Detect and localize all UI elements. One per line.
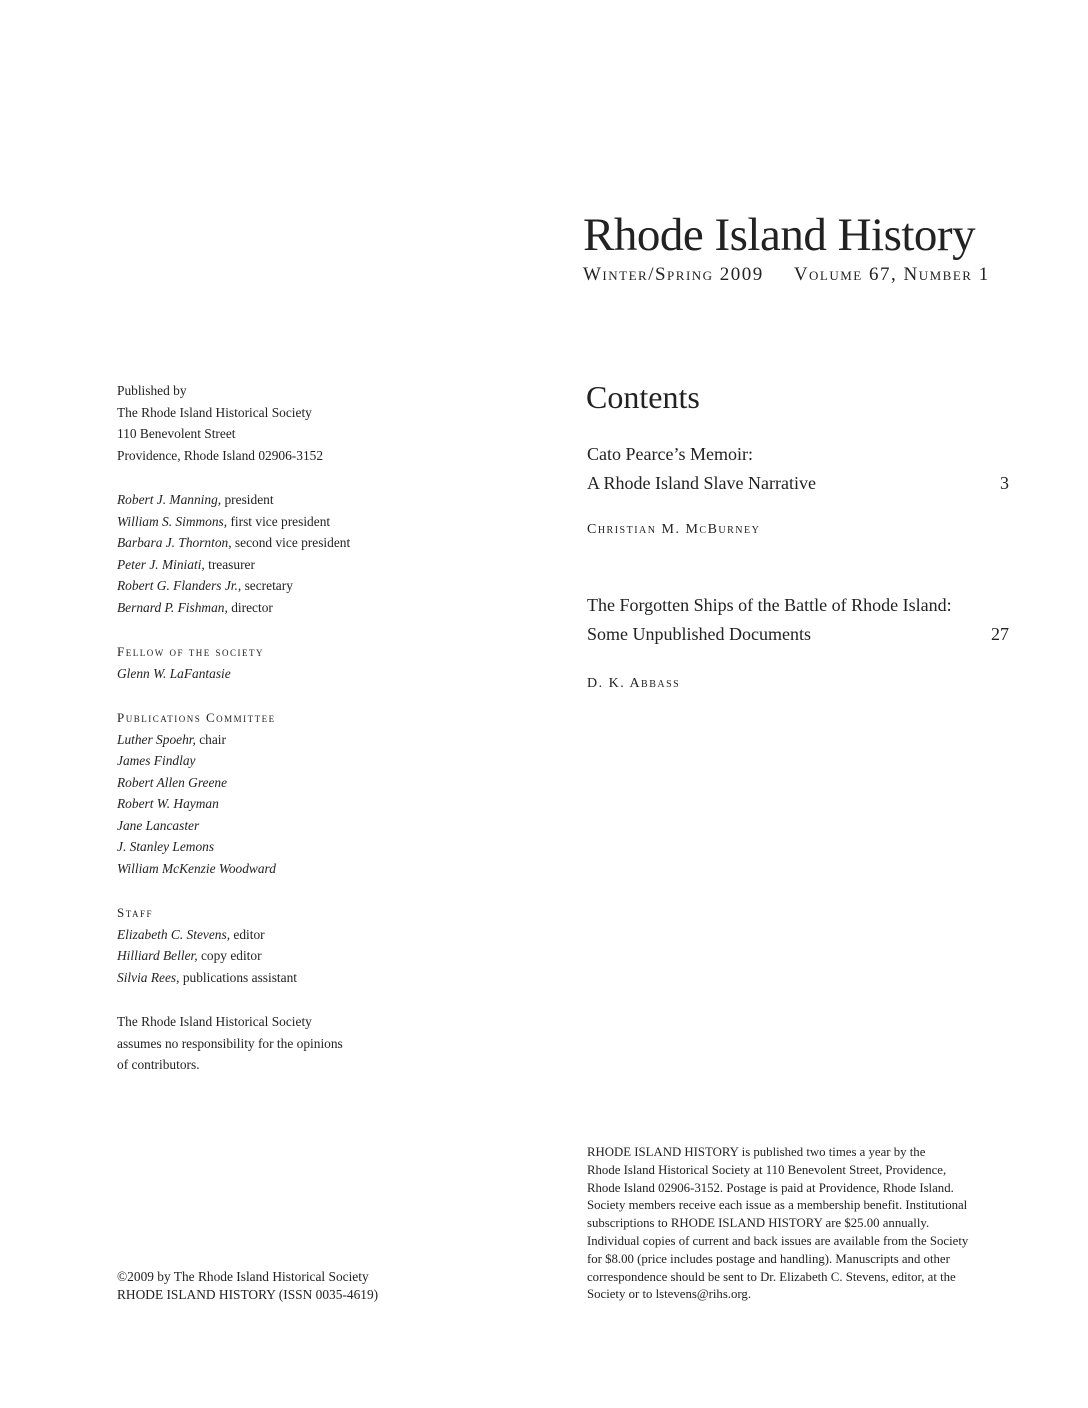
issue-date: Winter/Spring 2009 [583,264,764,285]
committee-member: James Findlay [117,753,196,768]
officer-entry [117,554,407,576]
officer-entry [117,575,407,597]
issue-line [583,264,990,286]
pub-info-line: RHODE ISLAND HISTORY is published two times a year by the [587,1145,926,1159]
staff-member [117,924,407,946]
committee-member: William McKenzie Woodward [117,860,276,876]
officer-entry [117,511,407,533]
staff-heading: Staff [117,905,154,920]
volume-number: Volume 67, Number 1 [793,264,990,285]
officers-block [117,489,407,618]
committee-member: J. Stanley Lemons [117,839,215,854]
officer-role: first vice president [227,513,331,529]
member-name: Luther Spoehr, [117,731,196,747]
publisher-line: Published by [117,383,187,398]
staff-role: editor [230,926,265,942]
staff-name: Elizabeth C. Stevens, [117,926,231,942]
officer-entry [117,489,407,511]
officer-name: Bernard P. Fishman, [117,599,228,615]
fellow-block [117,641,407,684]
disclaimer-line: assumes no responsibility for the opinions [117,1035,343,1051]
officer-role: secretary [241,578,293,593]
disclaimer-line: of contributors. [117,1057,200,1072]
masthead [583,208,990,286]
pub-info-line: Individual copies of current and back issues are available from the Society [587,1233,969,1248]
issn-line: RHODE ISLAND HISTORY (ISSN 0035-4619) [117,1286,379,1302]
publisher-block [117,380,407,466]
staff-block [117,902,407,988]
toc-title: The Forgotten Ships of the Battle of Rhode Island: [587,595,952,615]
pub-info-line: Society members receive each issue as a membership benefit. Institutional [587,1198,968,1213]
contents-heading: Contents [586,379,700,415]
toc-entry[interactable] [587,591,1009,692]
committee-heading: Publications Committee [117,710,276,725]
toc-title: Some Unpublished Documents [587,624,811,644]
disclaimer-block [117,1011,407,1076]
toc-title: A Rhode Island Slave Narrative [587,473,816,493]
copyright-line: ©2009 by The Rhode Island Historical Society [117,1269,369,1284]
toc-author: Christian M. McBurney [587,522,761,537]
officer-role: president [221,492,274,507]
committee-block [117,707,407,879]
pub-info-line: Rhode Island Historical Society at 110 Benevolent Street, Providence, [587,1162,947,1177]
staff-role: publications assistant [179,969,297,985]
pub-info-line: for $8.00 (price includes postage and handling). Manuscripts and other [587,1251,950,1266]
pub-info-line: Rhode Island 02906-3152. Postage is paid at Providence, Rhode Island. [587,1180,954,1195]
officer-role: treasurer [204,556,255,572]
publication-info [587,1144,1011,1304]
staff-role: copy editor [197,948,262,963]
officer-entry [117,532,407,554]
pub-info-line: correspondence should be sent to Dr. Elizabeth C. Stevens, editor, at the [587,1269,956,1284]
officer-name: Barbara J. Thornton, [117,535,232,550]
pub-info-line: subscriptions to RHODE ISLAND HISTORY are $25.00 annually. [587,1216,930,1231]
copyright-notice [117,1268,378,1303]
member-role: chair [195,731,226,747]
officer-entry [117,597,407,619]
committee-member: Robert Allen Greene [117,774,228,790]
toc-page-number: 27 [991,624,1009,644]
pub-info-line: Society or to lstevens@rihs.org. [587,1287,752,1302]
committee-member [117,729,407,751]
committee-member: Robert W. Hayman [117,796,219,811]
officer-name: Peter J. Miniati, [117,556,205,572]
staff-name: Hilliard Beller, [117,948,198,963]
toc-author: D. K. Abbass [587,676,681,691]
officer-name: Robert G. Flanders Jr., [117,578,242,593]
staff-member [117,967,407,989]
fellow-heading: Fellow of the society [117,644,264,659]
officer-name: William S. Simmons, [117,513,228,529]
publisher-line: Providence, Rhode Island 02906-3152 [117,447,324,463]
toc-title: Cato Pearce’s Memoir: [587,444,753,464]
officer-role: director [227,599,273,615]
disclaimer-line: The Rhode Island Historical Society [117,1014,312,1029]
committee-member: Jane Lancaster [117,817,200,833]
journal-title: Rhode Island History [583,209,976,261]
publisher-line: The Rhode Island Historical Society [117,404,312,420]
staff-member [117,945,407,967]
officer-name: Robert J. Manning, [117,492,222,507]
toc-entry[interactable] [587,440,1009,538]
masthead-credits [117,380,407,1099]
fellow-name: Glenn W. LaFantasie [117,665,231,681]
publisher-line: 110 Benevolent Street [117,426,236,441]
toc-page-number: 3 [1000,473,1009,493]
staff-name: Silvia Rees, [117,969,180,985]
officer-role: second vice president [231,535,351,550]
